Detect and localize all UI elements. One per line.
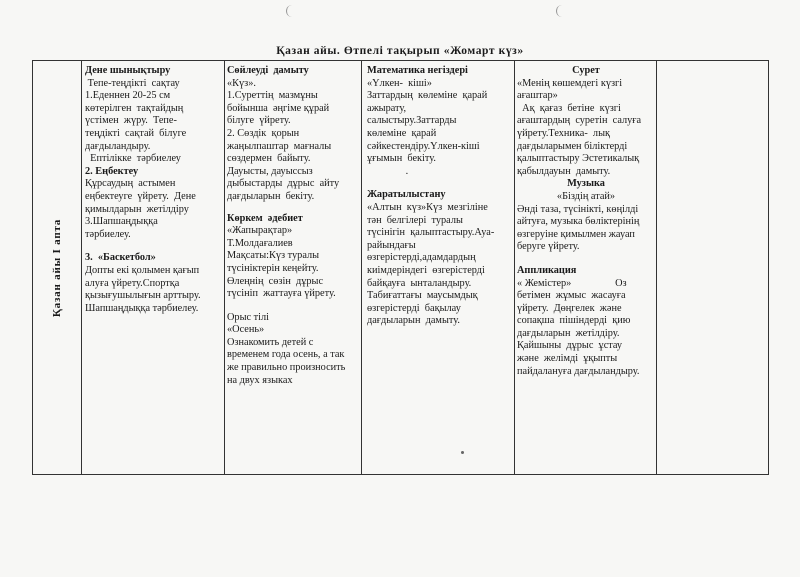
text-line: Ептілікке тәрбиелеу xyxy=(85,153,181,165)
text-line: Әнді таза, түсінікті, көңілді xyxy=(517,203,639,215)
text-line: 3. «Баскетбол» xyxy=(85,252,156,264)
text-line: Мақсаты:Күз туралы xyxy=(227,250,320,262)
text-line: Аппликация xyxy=(517,264,577,276)
text-line: временем года осень, а так xyxy=(227,349,345,361)
text-line: тән белгілері туралы xyxy=(367,214,463,226)
text-line: «Менің көшемдегі күзгі xyxy=(517,77,623,89)
text-line: Тепе-теңдікті сақтау xyxy=(85,77,180,89)
text-line: Құрсаудың астымен xyxy=(85,178,176,190)
text-line: өзгерістерді,адамдардың xyxy=(367,252,476,264)
text-line: Сөйлеуді дамыту xyxy=(227,65,309,76)
text-line: Ақ қағаз бетіне күзгі xyxy=(517,102,621,114)
text-line xyxy=(227,204,360,213)
text-line: еңбектеуге үйрету. Дене xyxy=(85,190,196,202)
text-line: 2. Сөздік қорын xyxy=(227,127,300,139)
text-line: 2. Еңбектеу xyxy=(85,165,139,177)
column-divider xyxy=(361,61,362,474)
text-line: Музыка xyxy=(567,178,605,190)
text-line: өзгерістерді бақылау xyxy=(367,302,461,314)
text-line: Табиғаттағы маусымдық xyxy=(367,290,478,302)
text-line: қызығушылығын арттыру. xyxy=(85,290,201,302)
cell-physical-education xyxy=(85,65,223,315)
column-divider xyxy=(224,61,225,474)
text-line: Жаратылыстану xyxy=(367,189,446,201)
text-line: Математика негіздері xyxy=(367,65,468,76)
text-line: Сурет xyxy=(572,65,600,76)
scan-artifact-left xyxy=(286,5,297,17)
column-divider xyxy=(656,61,657,474)
text-line: Дене шынықтыру xyxy=(85,65,171,76)
text-line: киімдеріндегі өзгерістерді xyxy=(367,264,485,276)
text-line: түсініктерін кеңейту. xyxy=(227,262,319,274)
text-line: ажырату, xyxy=(367,102,407,114)
page-title: Қазан айы. Өтпелі тақырып «Жомарт күз» xyxy=(276,45,524,57)
week-label: Қазан айы І апта xyxy=(51,218,63,317)
lesson-table xyxy=(32,60,769,475)
text-line: үйрету.Техника- лық xyxy=(517,127,610,139)
text-line: Көркем әдебиет xyxy=(227,212,303,224)
text-line: . xyxy=(367,165,409,177)
text-line: райындағы xyxy=(367,239,416,251)
text-line: және желімді ұқыпты xyxy=(517,353,618,365)
text-line: дағдыларын дамыту. xyxy=(367,315,460,327)
text-line: Қайшыны дұрыс ұстау xyxy=(517,340,623,352)
text-line: салыстыру.Заттарды xyxy=(367,115,457,127)
text-line: пайдалануға дағдыландыру. xyxy=(517,365,640,377)
text-line: дағдыландыру. xyxy=(85,140,151,152)
cell-math-nature xyxy=(367,65,513,328)
text-line: өзгеруіне қимылмен жауап xyxy=(517,228,635,240)
text-line: түсінігін қалыптастыру.Ауа- xyxy=(367,227,495,239)
text-line: дағдыларын бекіту. xyxy=(227,190,315,202)
text-line: бетімен жұмыс жасауға xyxy=(517,290,626,302)
text-line: қабылдауын дамыту. xyxy=(517,165,611,177)
scan-artifact-right xyxy=(556,5,567,17)
text-line: қалыптастыру Эстетикалық xyxy=(517,153,640,165)
text-line: «Осень» xyxy=(227,324,265,336)
text-line: Шапшаңдыққа тәрбиелеу. xyxy=(85,302,199,314)
week-label-cell xyxy=(33,61,81,474)
text-line: же правильно произносить xyxy=(227,362,346,374)
text-line: дағдыларын жетілдіру. xyxy=(517,327,620,339)
text-line: қимылдарын жетілдіру xyxy=(85,203,189,215)
text-line: «Біздің атай» xyxy=(556,190,616,202)
text-line xyxy=(517,254,655,265)
text-line: білуге үйрету. xyxy=(227,115,291,127)
text-line: ұғымын бекіту. xyxy=(367,153,436,165)
cell-art-music-applique xyxy=(517,65,655,378)
text-line: ағаштардың суретін салуға xyxy=(517,115,642,127)
text-line: сопақша пішіндерді қию xyxy=(517,315,631,327)
text-line: ағаштар» xyxy=(517,90,558,102)
text-line: «Алтын күз»Күз мезгіліне xyxy=(367,201,488,213)
text-line xyxy=(367,178,513,189)
text-line: «Жапырақтар» xyxy=(227,225,293,237)
text-line: беруге үйрету. xyxy=(517,241,580,253)
text-line: Дауысты, дауыссыз xyxy=(227,165,313,177)
text-line: 1.Суреттің мазмұны xyxy=(227,90,318,102)
text-line: на двух языках xyxy=(227,374,293,386)
text-line: Өлеңнің сөзін дұрыс xyxy=(227,275,324,287)
text-line xyxy=(85,241,223,252)
text-line: 3.Шапшаңдыққа xyxy=(85,216,158,228)
text-line: сөздермен байыту. xyxy=(227,153,311,165)
column-divider xyxy=(81,61,82,474)
text-line xyxy=(227,301,360,312)
text-line: «Күз». xyxy=(227,77,256,89)
text-line: айтуға, музыка бөліктерінің xyxy=(517,216,640,228)
column-divider xyxy=(514,61,515,474)
text-line: « Жемістер» Оз xyxy=(517,277,627,289)
text-line: көлеміне қарай xyxy=(367,127,437,139)
text-line: тәрбиелеу. xyxy=(85,228,131,240)
text-line: Заттардың көлеміне қарай xyxy=(367,90,488,102)
text-line: дағдыларымен біліктерді xyxy=(517,140,628,152)
text-line: көтерілген тақтайдың xyxy=(85,102,184,114)
text-line: теңдікті сақтай білуге xyxy=(85,127,187,139)
text-line: 1.Еденнен 20-25 см xyxy=(85,90,171,102)
text-line: дыбыстарды дұрыс айту xyxy=(227,178,340,190)
text-line: бойынша әңгіме құрай xyxy=(227,102,330,114)
text-line: байқауға ынталандыру. xyxy=(367,277,472,289)
scan-speck xyxy=(461,451,464,454)
text-line: үстімен жүру. Тепе- xyxy=(85,115,177,127)
text-line: жаңылпаштар мағналы xyxy=(227,140,332,152)
cell-speech-literature xyxy=(227,65,360,387)
text-line: Ознакомить детей с xyxy=(227,336,314,348)
text-line: Орыс тілі xyxy=(227,311,270,323)
text-line: Допты екі қолымен қағып xyxy=(85,264,200,276)
text-line: түсініп жаттауға үйрету. xyxy=(227,288,336,300)
text-line: «Үлкен- кіші» xyxy=(367,77,432,89)
text-line: үйрету. Дөңгелек және xyxy=(517,302,622,314)
text-line: сәйкестендіру.Үлкен-кіші xyxy=(367,140,480,152)
text-line: Т.Молдағалиев xyxy=(227,237,293,249)
text-line: алуға үйрету.Спортқа xyxy=(85,277,180,289)
